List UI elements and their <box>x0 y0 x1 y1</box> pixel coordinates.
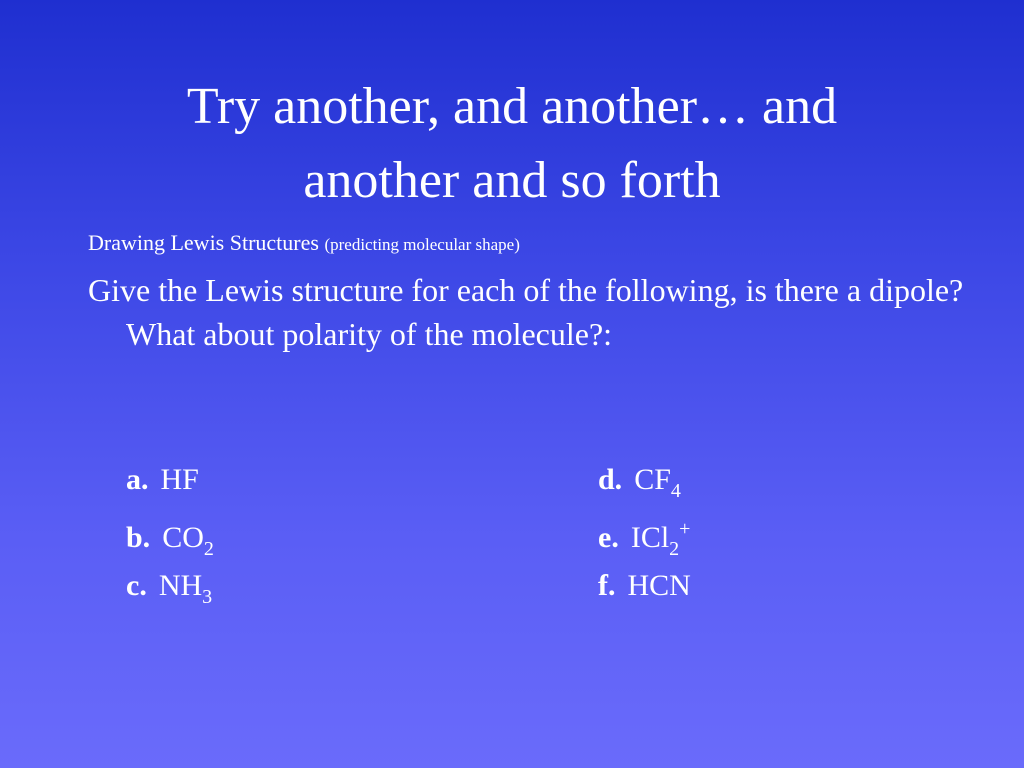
item-letter: e. <box>598 521 619 554</box>
item-letter: b. <box>126 521 151 554</box>
molecule-item-c <box>126 566 212 606</box>
item-letter: c. <box>126 569 147 602</box>
formula-base: NH <box>158 569 203 602</box>
molecule-item-d <box>598 460 681 500</box>
formula-base: ICl <box>630 521 670 554</box>
slide-title-line-1: Try another, and another… and <box>186 78 838 135</box>
subheading-main: Drawing Lewis Structures <box>88 230 319 255</box>
question-prompt: Give the Lewis structure for each of the following, is there a dipole? What about polarity of the molecule?: <box>88 272 964 352</box>
subheading <box>88 228 520 260</box>
slide-title <box>0 70 1024 218</box>
molecule-item-a <box>126 460 199 500</box>
formula-base: CF <box>634 463 671 496</box>
formula-subscript: 2 <box>203 538 214 560</box>
slide-title-line-2: another and so forth <box>303 152 721 209</box>
item-letter: d. <box>598 463 623 496</box>
molecule-item-f <box>598 566 691 606</box>
formula-subscript: 3 <box>202 586 213 608</box>
formula-subscript: 2 <box>669 538 680 560</box>
formula-base: HF <box>160 463 199 496</box>
formula-superscript: + <box>679 518 691 540</box>
formula-subscript: 4 <box>670 480 681 502</box>
formula-base: CO <box>162 521 204 554</box>
item-letter: f. <box>598 569 616 602</box>
molecule-item-b <box>126 518 214 558</box>
formula-base: HCN <box>627 569 691 602</box>
molecule-item-e <box>598 518 690 558</box>
item-letter: a. <box>126 463 149 496</box>
subheading-parenthetical: (predicting molecular shape) <box>324 235 520 254</box>
